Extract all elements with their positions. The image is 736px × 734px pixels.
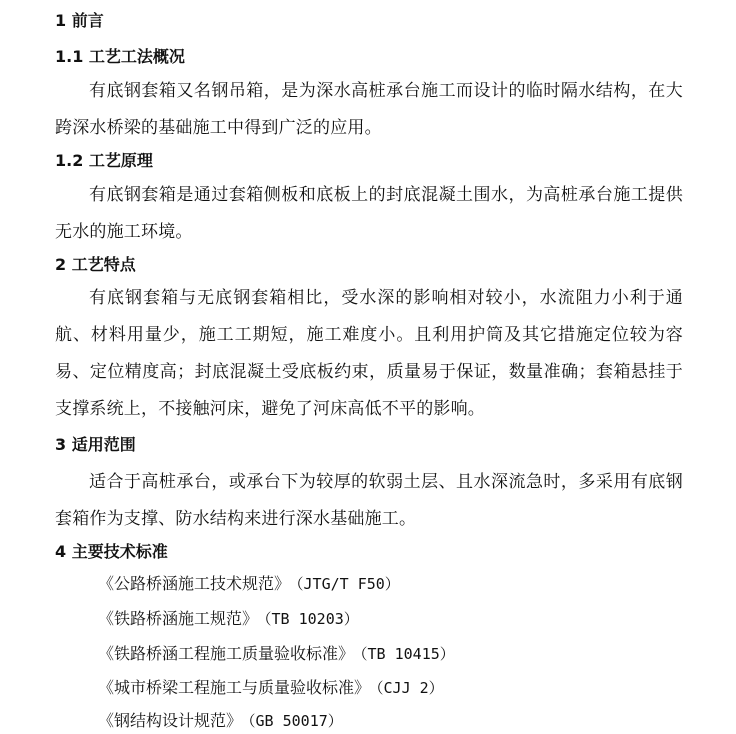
heading-2-features: 2 工艺特点 xyxy=(55,255,136,274)
heading-1-2-principle: 1.2 工艺原理 xyxy=(55,151,153,170)
heading-1-preface: 1 前言 xyxy=(55,11,104,30)
standard-title: 《城市桥梁工程施工与质量验收标准》 xyxy=(98,678,371,697)
standard-title: 《铁路桥涵施工规范》 xyxy=(98,609,259,628)
standard-code: （TB 10415） xyxy=(360,645,455,663)
standard-item xyxy=(98,677,444,699)
standard-title: 《钢结构设计规范》 xyxy=(98,711,243,730)
standard-item xyxy=(98,608,359,630)
paragraph-overview: 有底钢套箱又名钢吊箱，是为深水高桩承台施工而设计的临时隔水结构，在大跨深水桥梁的基础施工中得到广泛的应用。 xyxy=(55,81,683,138)
standard-item xyxy=(98,573,400,595)
heading-4-standards: 4 主要技术标准 xyxy=(55,542,168,561)
standard-code: （TB 10203） xyxy=(264,610,359,628)
standard-item xyxy=(98,710,343,732)
paragraph-principle: 有底钢套箱是通过套箱侧板和底板上的封底混凝土围水，为高桩承台施工提供无水的施工环境。 xyxy=(55,185,683,242)
paragraph-scope: 适合于高桩承台，或承台下为较厚的软弱土层、且水深流急时，多采用有底钢套箱作为支撑、防水结构来进行深水基础施工。 xyxy=(55,472,683,529)
paragraph-features: 有底钢套箱与无底钢套箱相比，受水深的影响相对较小，水流阻力小利于通航、材料用量少，施工工期短，施工难度小。且利用护筒及其它措施定位较为容易、定位精度高；封底混凝土受底板约束，质量易于保证，数量准确；套箱悬挂于支撑系统上，不接触河床，避免了河床高低不平的影响。 xyxy=(55,288,683,419)
heading-1-1-overview: 1.1 工艺工法概况 xyxy=(55,47,185,66)
standard-title: 《公路桥涵施工技术规范》 xyxy=(98,574,291,593)
standard-title: 《铁路桥涵工程施工质量验收标准》 xyxy=(98,644,355,663)
heading-3-scope: 3 适用范围 xyxy=(55,435,136,454)
standard-code: （GB 50017） xyxy=(248,712,343,730)
standard-item xyxy=(98,643,455,665)
standard-code: （JTG/T F50） xyxy=(296,575,400,593)
standard-code: （CJJ 2） xyxy=(376,679,444,697)
